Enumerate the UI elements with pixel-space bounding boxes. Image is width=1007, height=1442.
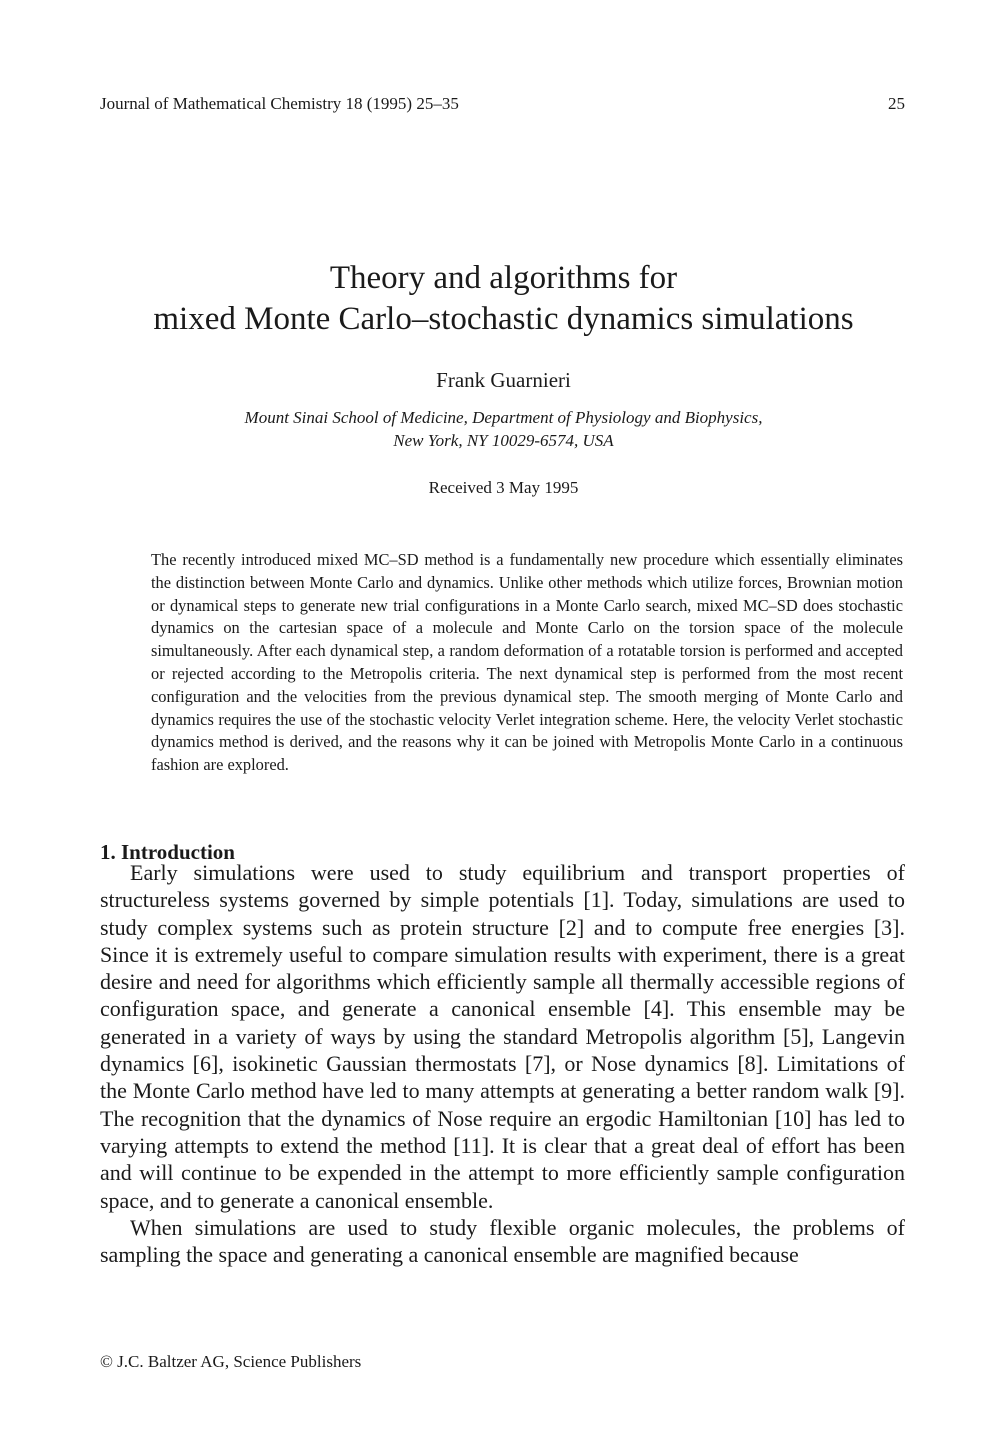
received-date: Received 3 May 1995 xyxy=(428,478,579,497)
author-affiliation xyxy=(0,406,1007,452)
copyright-footer: © J.C. Baltzer AG, Science Publishers xyxy=(100,1352,362,1371)
page-number: 25 xyxy=(888,94,905,113)
article-title xyxy=(0,258,1007,340)
author-name: Frank Guarnieri xyxy=(436,368,571,392)
body-paragraph: When simulations are used to study flexible organic molecules, the problems of sampling the space and generating a canonical ensemble are magnified because xyxy=(100,1214,905,1268)
running-head xyxy=(100,94,905,114)
affiliation-line-1: Mount Sinai School of Medicine, Department of Physiology and Biophysics, xyxy=(244,408,763,427)
title-line-1: Theory and algorithms for xyxy=(329,260,678,296)
affiliation-line-2: New York, NY 10029-6574, USA xyxy=(393,431,614,450)
body-paragraph: Early simulations were used to study equilibrium and transport properties of structureless systems governed by simple potentials [1]. Today, simulations are used to study complex systems such as protein structure [2] and to compute free energies [3]. Since it is extremely useful to compare simulation results with experiment, there is a great desire and need for algorithms which efficiently sample all thermally accessible regions of configuration space, and generate a canonical ensemble [4]. This ensemble may be generated in a variety of ways by using the standard Metropolis algorithm [5], Langevin dynamics [6], isokinetic Gaussian thermostats [7], or Nose dynamics [8]. Limitations of the Monte Carlo method have led to many attempts at generating a better random walk [9]. The recognition that the dynamics of Nose require an ergodic Hamiltonian [10] has led to varying attempts to extend the method [11]. It is clear that a great deal of effort has been and will continue to be expended in the attempt to more efficiently sample configuration space, and to generate a canonical ensemble. xyxy=(100,860,905,1213)
title-line-2: mixed Monte Carlo–stochastic dynamics simulations xyxy=(153,301,854,337)
journal-citation: Journal of Mathematical Chemistry 18 (1995) 25–35 xyxy=(100,94,459,113)
abstract: The recently introduced mixed MC–SD method is a fundamentally new procedure which essentially eliminates the distinction between Monte Carlo and dynamics. Unlike other methods which utilize forces, Brownian motion or dynamical steps to generate new trial configurations in a Monte Carlo search, mixed MC–SD does stochastic dynamics on the cartesian space of a molecule and Monte Carlo on the torsion space of the molecule simultaneously. After each dynamical step, a random deformation of a rotatable torsion is performed and accepted or rejected according to the Metropolis criteria. The next dynamical step is performed from the most recent configuration and the velocities from the previous dynamical step. The smooth merging of Monte Carlo and dynamics requires the use of the stochastic velocity Verlet integration scheme. Here, the velocity Verlet stochastic dynamics method is derived, and the reasons why it can be joined with Metropolis Monte Carlo in a continuous fashion are explored. xyxy=(151,550,903,775)
section-body xyxy=(100,859,905,1268)
section-heading: 1. Introduction xyxy=(100,840,235,864)
